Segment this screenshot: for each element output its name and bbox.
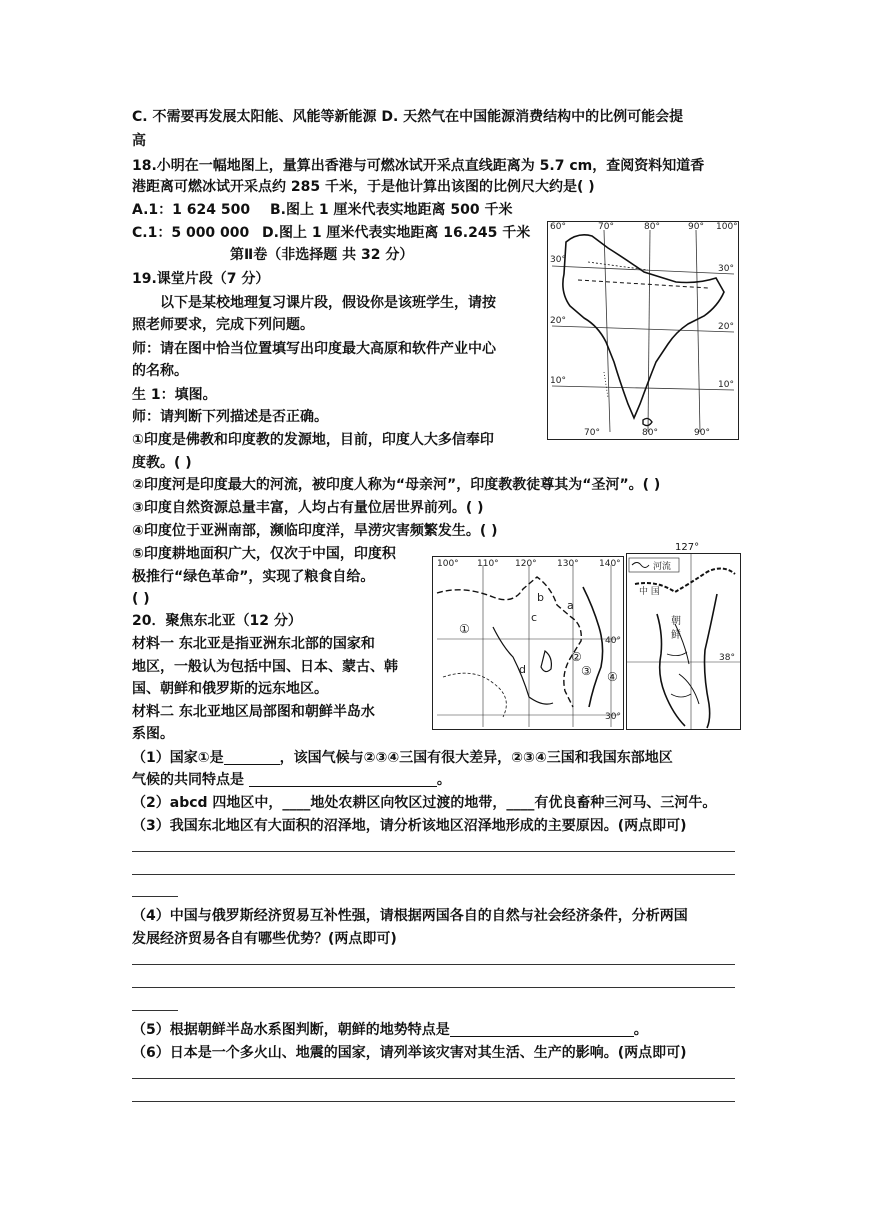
q20-part-4b: 发展经济贸易各自有哪些优势？(两点即可) bbox=[132, 931, 397, 947]
korea-water-system-map bbox=[626, 553, 741, 730]
q19-teacher-2: 师：请判断下列描述是否正确。 bbox=[132, 409, 328, 425]
q18-option-b: B.图上 1 厘米代表实地距离 500 千米 bbox=[270, 202, 513, 218]
korea-map-label: 鲜 bbox=[671, 630, 681, 641]
q18-stem-2: 港距离可燃冰试开采点约 285 千米，于是他计算出该图的比例尺大约是( ) bbox=[132, 179, 595, 195]
q20-part-2: （2）abcd 四地区中，____地处农耕区向牧区过渡的地带，____有优良畜种三河马、三河牛。 bbox=[132, 795, 717, 811]
q20-part-6: （6）日本是一个多火山、地震的国家，请列举该灾害对其生活、生产的影响。(两点即可) bbox=[132, 1045, 687, 1061]
ne-asia-map-label: c bbox=[531, 611, 538, 624]
q19-statement-1a: ①印度是佛教和印度教的发源地，目前，印度人大多信奉印 bbox=[132, 432, 494, 448]
ne-asia-map-label: d bbox=[519, 663, 526, 676]
india-map-label: 100° bbox=[716, 222, 738, 232]
india-map-label: 30° bbox=[550, 255, 566, 265]
q19-statement-5a: ⑤印度耕地面积广大，仅次于中国，印度积 bbox=[132, 546, 396, 562]
answer-blank[interactable] bbox=[249, 772, 437, 787]
q17-option-c: C. 不需要再发展太阳能、风能等新能源 D. 天然气在中国能源消费结构中的比例可能会提 bbox=[132, 109, 684, 125]
india-map-label: 70° bbox=[598, 222, 614, 232]
q18-option-d: D.图上 1 厘米代表实地距离 16.245 千米 bbox=[262, 225, 531, 241]
q19-student-1: 生 1：填图。 bbox=[132, 387, 217, 403]
india-map-label: 30° bbox=[718, 264, 734, 274]
ne-asia-map-label: b bbox=[537, 591, 544, 604]
q19-statement-1b: 度教。( ) bbox=[132, 455, 192, 471]
ne-asia-map-label: 130° bbox=[557, 559, 579, 569]
india-map-label: 80° bbox=[644, 222, 660, 232]
korea-map-meridian-label: 127° bbox=[675, 542, 700, 553]
answer-line[interactable] bbox=[132, 896, 178, 897]
india-map-label: 90° bbox=[694, 428, 710, 438]
answer-line[interactable] bbox=[132, 851, 735, 852]
india-map-drawing bbox=[548, 222, 738, 439]
q20-material-2a: 材料二 东北亚地区局部图和朝鲜半岛水 bbox=[132, 704, 375, 720]
india-map-label: 90° bbox=[688, 222, 704, 232]
india-map-label: 60° bbox=[550, 222, 566, 232]
q19-teacher-1b: 的名称。 bbox=[132, 363, 188, 379]
korea-map-label: 中 国 bbox=[639, 587, 660, 597]
india-map-label: 20° bbox=[550, 316, 566, 326]
ne-asia-map-label: ② bbox=[571, 650, 582, 664]
q19-statement-4: ④印度位于亚洲南部，濒临印度洋，旱涝灾害频繁发生。( ) bbox=[132, 523, 498, 539]
q19-statement-2: ②印度河是印度最大的河流，被印度人称为“母亲河”，印度教教徒尊其为“圣河”。( ) bbox=[132, 477, 661, 493]
northeast-asia-map bbox=[432, 556, 624, 730]
ne-asia-map-label: ① bbox=[459, 622, 470, 636]
ne-asia-map-label: 110° bbox=[477, 559, 499, 569]
q19-statement-5c: ( ) bbox=[132, 591, 150, 607]
q20-part-1a: （1）国家①是 ，该国气候与②③④三国有很大差异，②③④三国和我国东部地区 bbox=[132, 750, 673, 766]
q20-part-1b: 气候的共同特点是 。 bbox=[132, 772, 451, 788]
q20-part-3: （3）我国东北地区有大面积的沼泽地，请分析该地区沼泽地形成的主要原因。(两点即可) bbox=[132, 818, 687, 834]
korea-map-drawing bbox=[627, 554, 740, 729]
q19-intro-1: 以下是某校地理复习课片段，假设你是该班学生，请按 bbox=[160, 295, 496, 311]
india-map-label: 10° bbox=[550, 376, 566, 386]
ne-asia-map-label: 40° bbox=[605, 636, 621, 646]
india-map-label: 80° bbox=[642, 428, 658, 438]
q20-part-4a: （4）中国与俄罗斯经济贸易互补性强，请根据两国各自的自然与社会经济条件，分析两国 bbox=[132, 908, 688, 924]
india-map-label: 10° bbox=[718, 380, 734, 390]
answer-line[interactable] bbox=[132, 874, 735, 875]
answer-blank[interactable] bbox=[450, 1022, 634, 1037]
answer-line[interactable] bbox=[132, 987, 735, 988]
q19-title: 19.课堂片段（7 分） bbox=[132, 271, 270, 287]
ne-asia-map-label: 100° bbox=[437, 559, 459, 569]
q18-stem-1: 18.小明在一幅地图上，量算出香港与可燃冰试开采点直线距离为 5.7 cm，查阅资料知道香 bbox=[132, 158, 705, 174]
india-map-label: 20° bbox=[718, 322, 734, 332]
answer-blank[interactable] bbox=[224, 750, 280, 765]
answer-line[interactable] bbox=[132, 1078, 735, 1079]
ne-asia-map-label: 120° bbox=[515, 559, 537, 569]
korea-map-label: 河流 bbox=[653, 562, 672, 572]
korea-map-label: 38° bbox=[719, 653, 735, 663]
q19-intro-2: 照老师要求，完成下列问题。 bbox=[132, 317, 314, 333]
q19-statement-3: ③印度自然资源总量丰富，人均占有量位居世界前列。( ) bbox=[132, 500, 484, 516]
q17-option-d: D. 天然气在中国能源消费结构中的比例可能会提 bbox=[381, 109, 684, 125]
korea-map-label: 朝 bbox=[671, 616, 681, 627]
q19-statement-5b: 极推行“绿色革命”，实现了粮食自给。 bbox=[132, 569, 375, 585]
q19-teacher-1a: 师：请在图中恰当位置填写出印度最大高原和软件产业中心 bbox=[132, 341, 496, 357]
q20-material-1b: 地区，一般认为包括中国、日本、蒙古、韩 bbox=[132, 659, 398, 675]
q20-material-1a: 材料一 东北亚是指亚洲东北部的国家和 bbox=[132, 636, 375, 652]
q17-option-d-cont: 高 bbox=[132, 133, 146, 149]
northeast-asia-map-drawing bbox=[433, 557, 623, 729]
india-map bbox=[547, 221, 739, 440]
q18-option-c: C.1：5 000 000 bbox=[132, 225, 250, 241]
q20-material-1c: 国、朝鲜和俄罗斯的远东地区。 bbox=[132, 681, 328, 697]
india-map-label: 70° bbox=[584, 428, 600, 438]
q18-option-a: A.1：1 624 500 bbox=[132, 202, 251, 218]
answer-line[interactable] bbox=[132, 964, 735, 965]
ne-asia-map-label: ④ bbox=[607, 670, 618, 684]
part2-title: 第Ⅱ卷（非选择题 共 32 分） bbox=[230, 247, 414, 263]
answer-line[interactable] bbox=[132, 1010, 178, 1011]
ne-asia-map-label: 30° bbox=[605, 712, 621, 722]
q20-title: 20．聚焦东北亚（12 分） bbox=[132, 613, 302, 629]
ne-asia-map-label: 140° bbox=[599, 559, 621, 569]
q20-part-5: （5）根据朝鲜半岛水系图判断，朝鲜的地势特点是 。 bbox=[132, 1022, 648, 1038]
q20-material-2b: 系图。 bbox=[132, 726, 174, 742]
ne-asia-map-label: ③ bbox=[581, 664, 592, 678]
answer-line[interactable] bbox=[132, 1101, 735, 1102]
ne-asia-map-label: a bbox=[567, 599, 574, 612]
